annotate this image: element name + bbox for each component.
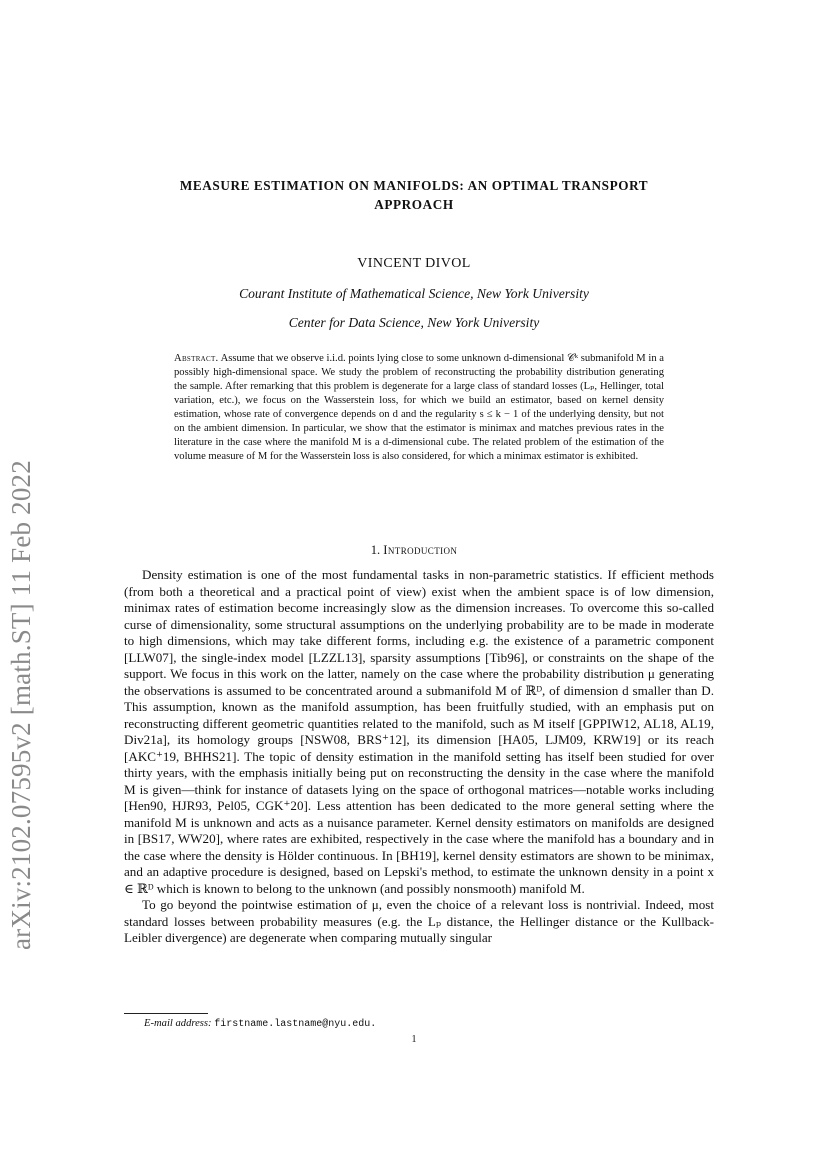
affiliation-1: Courant Institute of Mathematical Science, New York University [239,286,589,301]
section-heading [0,543,828,558]
abstract-text: Assume that we observe i.i.d. points lying close to some unknown d-dimensional 𝒞ᵏ submanifold M in a possibly high-dimensional space. We study the problem of reconstructing the probability distribution generating the sample. After remarking that this problem is degenerate for a large class of standard losses (Lₚ, Hellinger, total variation, etc.), we focus on the Wasserstein loss, for which we build an estimator, based on kernel density estimation, whose rate of convergence depends on d and the regularity s ≤ k − 1 of the underlying density, but not on the ambient dimension. In particular, we show that the estimator is minimax and matches previous rates in the literature in the case where the manifold M is a d-dimensional cube. The related problem of the estimation of the volume measure of M for the Wasserstein loss is also considered, for which a minimax estimator is exhibited. [174,353,664,462]
paper-title [130,176,698,214]
arxiv-identifier-stamp: arXiv:2102.07595v2 [math.ST] 11 Feb 2022 [6,460,36,950]
paragraph: Density estimation is one of the most fundamental tasks in non-parametric statistics. If efficient methods (from both a theoretical and a practical point of view) exist when the ambient space is of low dimension, minimax rates of estimation become increasingly slow as the dimension increases. To overcome this so-called curse of dimensionality, some structural assumptions on the underlying probability are to be made in moderate to high dimensions, which may take different forms, including e.g. the existence of a parametric component [LLW07], the single-index model [LZZL13], sparsity assumptions [Tib96], or constraints on the shape of the support. We focus in this work on the latter, namely on the case where the probability distribution μ generating the observations is assumed to be concentrated around a submanifold M of ℝᴰ, of dimension d smaller than D. This assumption, known as the manifold assumption, has been fruitfully studied, with an emphasis put on reconstructing different geometric quantities related to the manifold, such as M itself [GPPIW12, AL18, AL19, Div21a], its homology groups [NSW08, BRS⁺12], its dimension [HA05, LJM09, KRW19] or its reach [AKC⁺19, BHHS21]. The topic of density estimation in the manifold setting has itself been studied for over thirty years, with the emphasis initially being put on reconstructing the density in the case where the manifold M is given—think for instance of datasets lying on the space of orthogonal matrices—notable works including [Hen90, HJR93, Pel05, CGK⁺20]. Less attention has been dedicated to the more general setting where the manifold M is unknown and acts as a nuisance parameter. Kernel density estimators on manifolds are designed in [BS17, WW20], where rates are exhibited, respectively in the case where the manifold has a boundary and in the case where the density is Hölder continuous. In [BH19], kernel density estimators are shown to be minimax, and an adaptive procedure is designed, based on Lepski's method, to estimate the unknown density in a point x ∈ ℝᴰ which is known to belong to the unknown (and possibly nonsmooth) manifold M. [124,567,714,896]
section-number: 1. [370,543,381,557]
abstract [174,352,664,464]
author-name: VINCENT DIVOL [357,256,471,271]
abstract-label: Abstract. [174,353,219,364]
footnote-email[interactable]: firstname.lastname@nyu.edu. [214,1019,377,1030]
footnote-rule [124,1013,208,1014]
affiliation-2: Center for Data Science, New York University [288,315,540,330]
title-line-1: MEASURE ESTIMATION ON MANIFOLDS: AN OPTIMAL TRANSPORT [179,178,649,193]
section-title: Introduction [383,543,458,557]
title-line-2: APPROACH [374,197,454,212]
body-text [124,567,714,947]
footnote-label: E-mail address: [144,1018,212,1029]
paragraph: To go beyond the pointwise estimation of μ, even the choice of a relevant loss is nontrivial. Indeed, most standard losses between probability measures (e.g. the Lₚ distance, the Hellinger distance or the Kullback-Leibler divergence) are degenerate when comparing mutually singular [124,897,714,945]
page-number: 1 [411,1034,417,1045]
footnote [144,1018,376,1030]
